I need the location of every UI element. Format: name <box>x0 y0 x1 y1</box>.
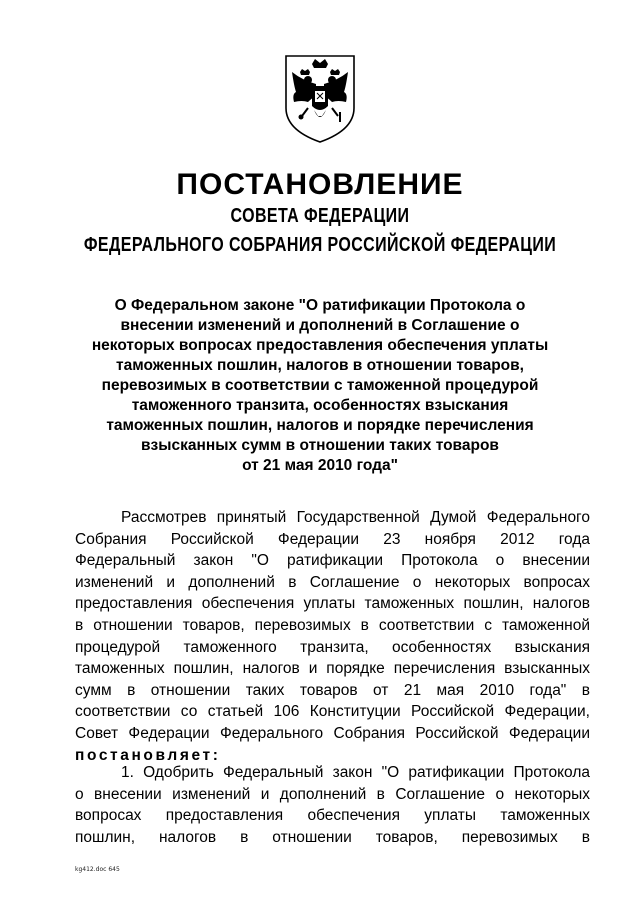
issuing-body-line2: ФЕДЕРАЛЬНОГО СОБРАНИЯ РОССИЙСКОЙ ФЕДЕРАЦИИ <box>83 234 557 256</box>
preamble-paragraph <box>75 507 590 766</box>
file-code: kg412.doc 645 <box>75 866 120 873</box>
heading-line: О Федеральном законе "О ратификации Протокола о <box>114 297 526 314</box>
paragraph-line: предоставления обеспечения уплаты таможенных пошлин, налогов <box>75 595 590 613</box>
paragraph-line: вопросах предоставления обеспечения уплаты таможенных <box>75 807 590 825</box>
resolution-verdict: постановляет: <box>75 746 221 764</box>
heading-line: таможенного транзита, особенностях взыскания <box>131 397 509 414</box>
heading-line: перевозимых в соответствии с таможенной процедурой <box>101 377 539 394</box>
paragraph-line: соответствии со статьей 106 Конституции Российской Федерации, <box>75 703 590 721</box>
heading-line: некоторых вопросах предоставления обеспечения уплаты <box>91 337 549 354</box>
document-title: ПОСТАНОВЛЕНИЕ <box>176 168 464 201</box>
paragraph-line: о внесении изменений и дополнений в Соглашение о некоторых <box>75 785 590 803</box>
paragraph-line: Собрания Российской Федерации 23 ноября 2012 года <box>75 530 590 548</box>
paragraph-line: Федеральный закон "О ратификации Протокола о внесении <box>75 552 590 570</box>
heading-line: от 21 мая 2010 года" <box>242 457 398 474</box>
paragraph-line: 1. Одобрить Федеральный закон "О ратификации Протокола <box>121 764 590 781</box>
clause-1-paragraph <box>75 762 590 848</box>
paragraph-line: Рассмотрев принятый Государственной Думой Федерального <box>121 509 590 526</box>
resolution-heading <box>60 296 580 476</box>
paragraph-line: пошлин, налогов в отношении товаров, перевозимых в <box>75 828 590 846</box>
heading-line: таможенных пошлин, налогов и порядке перечисления <box>106 417 534 434</box>
heading-line: взысканных сумм в отношении таких товаров <box>141 437 499 454</box>
heading-line: таможенных пошлин, налогов в отношении товаров, <box>116 357 524 374</box>
paragraph-line: таможенных пошлин, налогов и порядке перечисления взысканных <box>75 660 590 678</box>
paragraph-line: сумм в отношении таких товаров от 21 мая 2010 года" в <box>75 681 590 699</box>
paragraph-line: в отношении товаров, перевозимых в соответствии с таможенной <box>75 616 590 634</box>
paragraph-line: процедурой таможенного транзита, особенностях взыскания <box>75 638 590 656</box>
issuing-body-line1: СОВЕТА ФЕДЕРАЦИИ <box>230 205 410 227</box>
paragraph-line: изменений и дополнений в Соглашение о некоторых вопросах <box>75 573 590 591</box>
russian-coat-of-arms-icon <box>272 50 368 146</box>
heading-line: внесении изменений и дополнений в Соглашение о <box>120 317 520 334</box>
paragraph-line: Совет Федерации Федерального Собрания Российской Федерации <box>75 724 590 742</box>
